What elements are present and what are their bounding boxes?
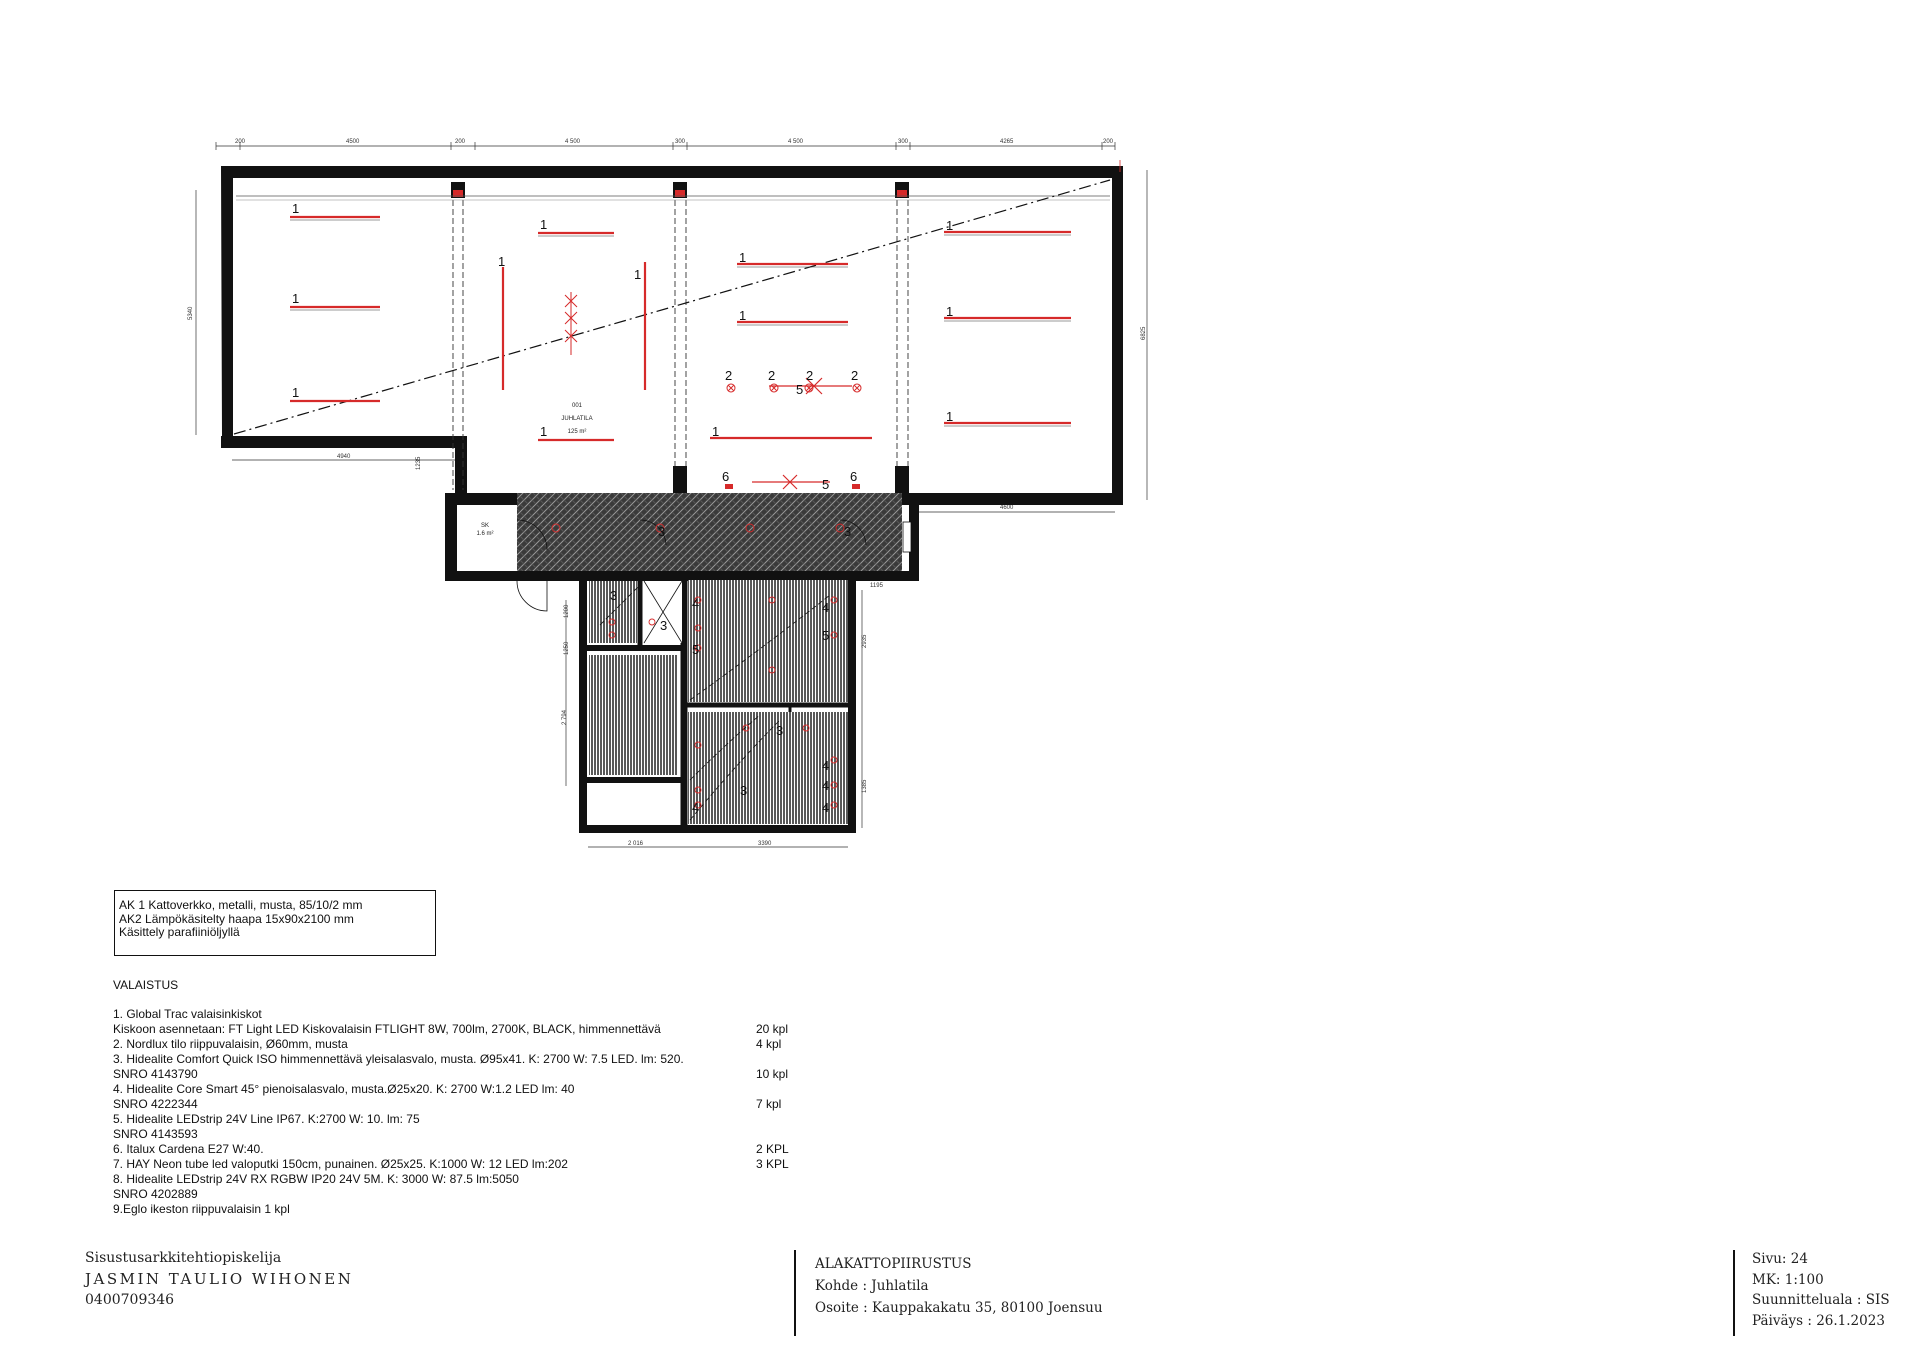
svg-text:4: 4	[692, 800, 700, 815]
svg-text:1: 1	[292, 291, 300, 306]
room-number: 001	[571, 403, 583, 409]
svg-text:6: 6	[722, 469, 730, 484]
legend-row: 8. Hidealite LEDstrip 24V RX RGBW IP20 24V 5M. K: 3000 W: 87.5 lm:5050	[113, 1172, 519, 1186]
svg-text:1: 1	[540, 424, 548, 439]
svg-text:1: 1	[946, 218, 954, 233]
dim-bottom-right: 4600	[1000, 505, 1014, 511]
svg-text:4: 4	[822, 600, 830, 615]
track-lights	[290, 217, 1071, 440]
legend-title: VALAISTUS	[113, 978, 179, 992]
svg-text:1: 1	[634, 267, 642, 282]
dim-stair-left-c: 2 794	[562, 709, 568, 725]
divider	[794, 1250, 796, 1336]
svg-text:4: 4	[822, 758, 830, 773]
dim-stair-right-b: 1385	[862, 779, 868, 793]
legend-row: 3. Hidealite Comfort Quick ISO himmennettävä yleisalasvalo, musta. Ø95x41. K: 2700 W: 7.5 LED. lm: 520.	[113, 1052, 684, 1066]
dim-corridor-right: 1195	[870, 583, 883, 589]
svg-text:2: 2	[806, 368, 814, 383]
designer-phone: 0400709346	[85, 1292, 175, 1308]
svg-text:5: 5	[822, 628, 830, 643]
svg-text:2: 2	[851, 368, 859, 383]
svg-text:1: 1	[292, 385, 300, 400]
designer-role: Sisustusarkkitehtiopiskelija	[85, 1250, 282, 1266]
dim-top-4: 4 500	[565, 139, 581, 145]
legend-row: 4. Hidealite Core Smart 45° pienoisalasvalo, musta.Ø25x20. K: 2700 W:1.2 LED lm: 40	[113, 1082, 575, 1096]
sheet-page: Sivu: 24	[1752, 1251, 1808, 1267]
dim-stair-left-a: 1200	[564, 604, 570, 618]
svg-text:1: 1	[946, 304, 954, 319]
dim-bottom-a: 2 016	[628, 841, 644, 847]
dim-stair-right-a: 2935	[862, 634, 868, 648]
dim-right-height: 6825	[1141, 326, 1147, 340]
svg-text:1: 1	[739, 308, 747, 323]
pendant-chain	[565, 292, 577, 355]
legend-row: SNRO 4143790 10 kpl	[113, 1067, 789, 1081]
svg-text:3: 3	[610, 588, 618, 603]
legend-row: SNRO 4143593	[113, 1127, 198, 1141]
material-treatment: Käsittely parafiiniöljyllä	[119, 925, 240, 939]
material-ak1: AK 1 Kattoverkko, metalli, musta, 85/10/2 mm	[119, 898, 363, 912]
pendants	[727, 384, 861, 392]
dim-top-6: 4 500	[788, 139, 804, 145]
slat-ceiling-a	[589, 655, 677, 775]
dim-top-8: 4265	[1000, 139, 1014, 145]
svg-text:4: 4	[822, 800, 830, 815]
svg-text:3: 3	[740, 783, 748, 798]
svg-text:1: 1	[292, 201, 300, 216]
svg-text:5: 5	[796, 382, 804, 397]
svg-text:2: 2	[725, 368, 733, 383]
svg-text:3: 3	[844, 524, 852, 539]
room-dividers	[453, 182, 908, 490]
dim-top-9: 200	[1103, 139, 1114, 145]
legend-row: 7. HAY Neon tube led valoputki 150cm, punainen. Ø25x25. K:1000 W: 12 LED lm:202 3 KPL	[113, 1157, 789, 1171]
dim-top-2: 4500	[346, 139, 360, 145]
dim-top-5: 300	[675, 139, 686, 145]
room-area: 125 m²	[567, 429, 587, 435]
designer-block	[85, 1250, 353, 1308]
svg-text:6: 6	[850, 469, 858, 484]
legend-row: 9.Eglo ikeston riippuvalaisin 1 kpl	[113, 1202, 290, 1216]
storage-area: 1.6 m²	[476, 531, 494, 537]
dim-stair-left-b: 1250	[564, 641, 570, 655]
svg-text:3: 3	[776, 723, 784, 738]
svg-text:1: 1	[946, 409, 954, 424]
svg-text:3: 3	[660, 618, 668, 633]
drawing-target: Kohde : Juhlatila	[815, 1278, 929, 1294]
drawing-title: ALAKATTOPIIRUSTUS	[815, 1256, 972, 1272]
room-name: JUHLATILA	[561, 416, 593, 422]
svg-text:1: 1	[739, 250, 747, 265]
legend-row: 2. Nordlux tilo riippuvalaisin, Ø60mm, musta 4 kpl	[113, 1037, 782, 1051]
lighting-legend	[113, 978, 833, 1217]
drawing-address: Osoite : Kauppakakatu 35, 80100 Joensuu	[815, 1300, 1103, 1316]
dim-left-height: 5340	[188, 306, 194, 320]
dim-top-1: 200	[235, 139, 246, 145]
dim-top-3: 200	[455, 139, 466, 145]
sheet-scale: MK: 1:100	[1752, 1271, 1824, 1288]
legend-row: SNRO 4202889	[113, 1187, 198, 1201]
sheet-info-block	[1752, 1249, 1890, 1331]
legend-row: 1. Global Trac valaisinkiskot	[113, 1007, 262, 1021]
svg-text:5: 5	[692, 642, 700, 657]
divider	[1733, 1250, 1735, 1336]
dim-bottom-b: 3390	[758, 841, 772, 847]
designer-name: JASMIN TAULIO WIHONEN	[85, 1270, 354, 1288]
legend-row: 6. Italux Cardena E27 W:40. 2 KPL	[113, 1142, 789, 1156]
svg-text:1: 1	[712, 424, 720, 439]
svg-text:1: 1	[540, 217, 548, 232]
materials-box	[114, 890, 436, 956]
svg-text:4: 4	[692, 596, 700, 611]
drawing-info-block	[815, 1253, 1103, 1319]
dim-step: 1235	[416, 456, 422, 470]
svg-text:4: 4	[822, 778, 830, 793]
svg-text:3: 3	[658, 524, 666, 539]
storage-label: SK	[480, 523, 490, 529]
storage-room	[457, 505, 515, 571]
svg-text:5: 5	[822, 477, 830, 492]
legend-row: Kiskoon asennetaan: FT Light LED Kiskovalaisin FTLIGHT 8W, 700lm, 2700K, BLACK, himmennettävä 20 kpl	[113, 1022, 789, 1036]
legend-row: SNRO 4222344 7 kpl	[113, 1097, 782, 1111]
legend-row: 5. Hidealite LEDstrip 24V Line IP67. K:2700 W: 10. lm: 75	[113, 1112, 420, 1126]
svg-text:2: 2	[768, 368, 776, 383]
sheet-date: Päiväys : 26.1.2023	[1752, 1312, 1885, 1329]
dim-bottom-left: 4940	[337, 454, 351, 460]
pillars	[451, 182, 909, 494]
dim-top-7: 300	[898, 139, 909, 145]
sheet-field: Suunnitteluala : SIS	[1752, 1292, 1890, 1308]
svg-text:1: 1	[498, 254, 506, 269]
material-ak2: AK2 Lämpökäsitelty haapa 15x90x2100 mm	[119, 911, 354, 926]
